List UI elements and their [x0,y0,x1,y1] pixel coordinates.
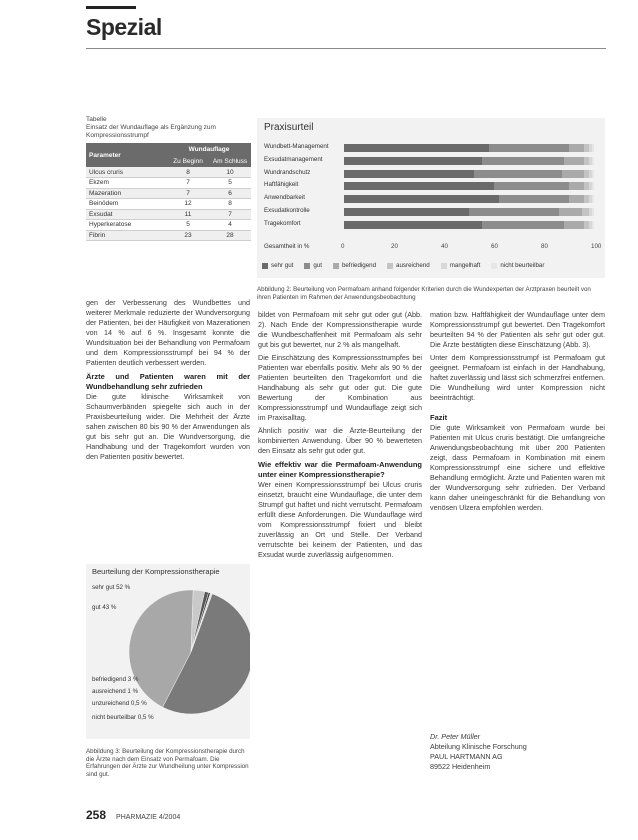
bar-chart-title: Praxisurteil [264,122,314,133]
bar-row [344,170,594,178]
axis-tick-label: 80 [541,243,548,250]
table-cell-value: 4 [209,220,251,231]
bar-row [344,221,594,229]
axis-tick-label: 20 [391,243,398,250]
bar-segment [592,182,595,190]
table-cell-value: 23 [167,230,209,241]
col1-paragraph-1: gen der Verbesserung des Wundbettes und weiterer Merkmale reduzierte der Wundversorgung der Patienten, bei der Häufigkeit von Mazerationen von 14 % auf 6 %. Insgesamt konnte die Wundsituation bei der Behandlung von Permafoam und dem Kompressionsstrumpf bei 94 % der Patienten deutlich verbessert werden. [86,298,250,367]
bar-segment [564,157,584,165]
bar-segment [489,144,569,152]
bar-segment [562,170,585,178]
pie-slice-label: gut 43 % [92,604,117,611]
legend-label: ausreichend [396,262,430,269]
axis-tick-label: 0 [341,243,345,250]
pie-slice-label: befriedigend 3 % [92,676,139,683]
col3-paragraph-3: Die gute Wirksamkeit von Permafoam wurde bei Patienten mit Ulcus cruris bestätigt. Die umfangreiche Anwendungsbeobachtung mit über 200 Patienten zeigt, dass Permafoam in Kombination mit einem Kompressionsstrumpf eine sichere und effektive Behandlung ermöglicht. Ärzte und Patienten waren mit der Wundversorgung sehr zufrieden. Der Verband kann daher uneingeschränkt für die Behandlung von venösen Ulzera empfohlen werden. [430,423,605,512]
legend-swatch [387,263,393,269]
axis-tick-label: 40 [441,243,448,250]
table-header-parameter: Parameter [86,143,167,167]
col3-heading: Fazit [430,413,448,422]
table-cell-value: 11 [167,209,209,220]
table-header-end: Am Schluss [209,155,251,167]
table-cell-value: 7 [167,188,209,199]
table-row [86,230,251,241]
bar-segment [592,208,595,216]
table-cell-parameter: Beinödem [86,199,167,210]
address-line: 89522 Heidenheim [430,762,491,771]
section-title: Spezial [86,14,162,40]
legend-label: gut [313,262,322,269]
legend-label: befriedigend [341,262,377,269]
table-cell-parameter: Exsudat [86,209,167,220]
bar-row [344,182,594,190]
bar-segment [344,182,494,190]
bar-axis-label: Gesamtheit in % [264,243,310,250]
header-divider [86,48,606,49]
legend-swatch [333,263,339,269]
pie-slice-label: ausreichend 1 % [92,688,139,695]
table-label: Tabelle [86,116,107,123]
col1-paragraph-2: Die gute klinische Wirksamkeit von Schaumverbänden spiegelte sich auch in der Praxisbeurteilung wider. Die Mehrheit der Ärzte sahen zwischen 80 bis 90 % der Anwendungen als gut bis sehr gut an. Die Wundversorgung, die Handhabung und der Tragekomfort wurden von den Patienten positiv bewertet. [86,392,250,461]
col2-paragraph-2: Die Einschätzung des Kompressionsstrumpfes bei Patienten war ebenfalls positiv. Mehr als 90 % der Patienten beurteilten den Tragekomfort und die Handhabung als sehr gut oder gut. Die gute Bewertung der Kombination aus Kompressionsstrumpf und Wundauflage zeigt sich im Praxisalltag. [258,353,422,422]
table-header-start: Zu Beginn [167,155,209,167]
table-row [86,167,251,178]
table-cell-parameter: Mazeration [86,188,167,199]
bar-segment [344,221,482,229]
legend-label: nicht beurteilbar [500,262,545,269]
table-cell-parameter: Hyperkeratose [86,220,167,231]
table-caption-text: Einsatz der Wundauflage als Ergänzung zum Kompressionsstrumpf [86,124,216,139]
bar-segment [569,144,584,152]
col2-paragraph-4: Wer einen Kompressionsstrumpf bei Ulcus cruris einsetzt, braucht eine Wundauflage, die unter dem Strumpf gut haftet und nicht verrutscht. Permafoam erfüllt diese Anforderungen. Die Wundauflage wird vom Kompressionsstrumpf fixiert und bleibt zuverlässig an Ort und Stelle. Der Verband verrutschte bei keinem der Patienten, und das Exsudat wurde zuverlässig aufgenommen. [258,480,422,559]
table-cell-parameter: Fibrin [86,230,167,241]
pie-slice-label: unzureichend 0,5 % [92,700,147,707]
bar-segment [344,195,499,203]
legend-label: sehr gut [271,262,294,269]
bar-category-label: Tragekomfort [264,219,301,227]
table-body [86,167,251,241]
bar-category-label: Haftfähigkeit [264,181,299,189]
bar-segment [569,182,584,190]
bar-segment [499,195,569,203]
bar-category-label: Wundbett-Management [264,143,329,150]
col2-heading: Wie effektiv war die Permafoam-Anwendung unter einer Kompressionstherapie? [258,460,422,479]
bar-segment [592,195,595,203]
address-line: PAUL HARTMANN AG [430,752,503,761]
bar-segment [344,157,482,165]
address-line: Abteilung Klinische Forschung [430,742,527,751]
bar-segment [482,157,565,165]
table-cell-value: 6 [209,188,251,199]
legend-swatch [491,263,497,269]
legend-item [441,262,481,269]
bar-segment [569,195,584,203]
bar-row [344,144,594,152]
bar-segment [344,170,474,178]
address-line: Dr. Peter Müller [430,732,481,741]
table-cell-value: 12 [167,199,209,210]
legend-item [491,262,544,269]
legend-item [387,262,430,269]
table-cell-parameter: Ekzem [86,178,167,189]
page-number: 258 [86,808,107,822]
col2-paragraph-1: bildet von Permafoam mit sehr gut oder gut (Abb. 2). Nach Ende der Kompressionstherapie wurde die Wundbeschaffenheit mit Permafoam als sehr gut bis gut bewertet, nur 2 % als mangelhaft. [258,310,422,349]
table-row [86,209,251,220]
bar-chart-legend [262,262,544,269]
legend-swatch [262,263,268,269]
axis-tick-label: 100 [591,243,602,250]
legend-swatch [304,263,310,269]
legend-item [333,262,376,269]
table-caption [86,116,246,140]
bar-segment [592,170,595,178]
author-address [430,732,527,772]
page-footer [86,808,180,822]
legend-swatch [441,263,447,269]
bar-segment [494,182,569,190]
bar-segment [344,208,469,216]
column-3 [430,310,605,513]
bar-segment [592,157,595,165]
table-row [86,199,251,210]
table-cell-value: 28 [209,230,251,241]
bar-segment [559,208,582,216]
bar-category-label: Wundrandschutz [264,168,311,176]
table-cell-value: 7 [167,178,209,189]
table-cell-value: 8 [167,167,209,178]
journal-name: PHARMAZIE 4/2004 [116,814,181,821]
bar-row [344,157,594,165]
table-cell-parameter: Ulcus cruris [86,167,167,178]
column-2 [258,310,422,560]
bar-segment [482,221,565,229]
table-cell-value: 8 [209,199,251,210]
bar-row [344,195,594,203]
bar-segment [344,144,489,152]
bar-segment [582,208,590,216]
bar-segment [474,170,562,178]
legend-item [304,262,322,269]
bar-category-label: Anwendbarkeit [264,194,305,202]
table-row [86,178,251,189]
legend-label: mangelhaft [449,262,481,269]
bar-segment [592,144,595,152]
bar-category-label: Exsudatkontrolle [264,207,310,214]
table-cell-value: 5 [167,220,209,231]
column-1 [86,298,250,462]
data-table [86,143,251,241]
col3-paragraph-1: mation bzw. Haftfähigkeit der Wundauflage unter dem Kompressionsstrumpf gut bewertet. Den Tragekomfort beurteilten 94 % der Patienten als sehr gut oder gut. Die Ärzte bestätigten diese Einschätzung (Abb. 3). [430,310,605,349]
bar-segment [564,221,584,229]
pie-slice-label: nicht beurteilbar 0,5 % [92,714,154,721]
bar-chart-caption: Abbildung 2: Beurteilung von Permafoam anhand folgender Kriterien durch die Wundexperten der Arztpraxen beurteilt von ihren Patienten im Rahmen der Anwendungsbeobachtung [257,286,591,301]
table-cell-value: 10 [209,167,251,178]
table-cell-value: 7 [209,209,251,220]
legend-item [262,262,293,269]
col3-paragraph-2: Unter dem Kompressionsstrumpf ist Permafoam gut geeignet. Permafoam ist einfach in der Handhabung, haftet zuverlässig und lässt sich schmerzfrei entfernen. Die Wundheilung wird unter Kompression nicht beeinträchtigt. [430,353,605,402]
col1-heading: Ärzte und Patienten waren mit der Wundbehandlung sehr zufrieden [86,372,250,391]
pie-slice-label: sehr gut 52 % [92,584,131,591]
pie-chart-caption: Abbildung 3: Beurteilung der Kompressionstherapie durch die Ärzte nach dem Einsatz von Permafoam. Die Erfahrungen der Ärzte zur Wundheilung unter Kompression sind gut. [86,748,249,778]
pie-chart-title: Beurteilung der Kompressionstherapie [92,567,220,576]
table-row [86,220,251,231]
bar-segment [592,221,595,229]
col2-paragraph-3: Ähnlich positiv war die Ärzte-Beurteilung der kombinierten Anwendung. Über 90 % bewerteten den Einsatz als sehr gut oder gut. [258,426,422,455]
bar-category-label: Exsudatmanagement [264,155,323,163]
top-rule [86,6,136,9]
table-cell-value: 5 [209,178,251,189]
table-row [86,188,251,199]
bar-segment [469,208,559,216]
table-header-group: Wundauflage [167,143,251,155]
pie-chart [86,580,250,730]
axis-tick-label: 60 [491,243,498,250]
bar-row [344,208,594,216]
